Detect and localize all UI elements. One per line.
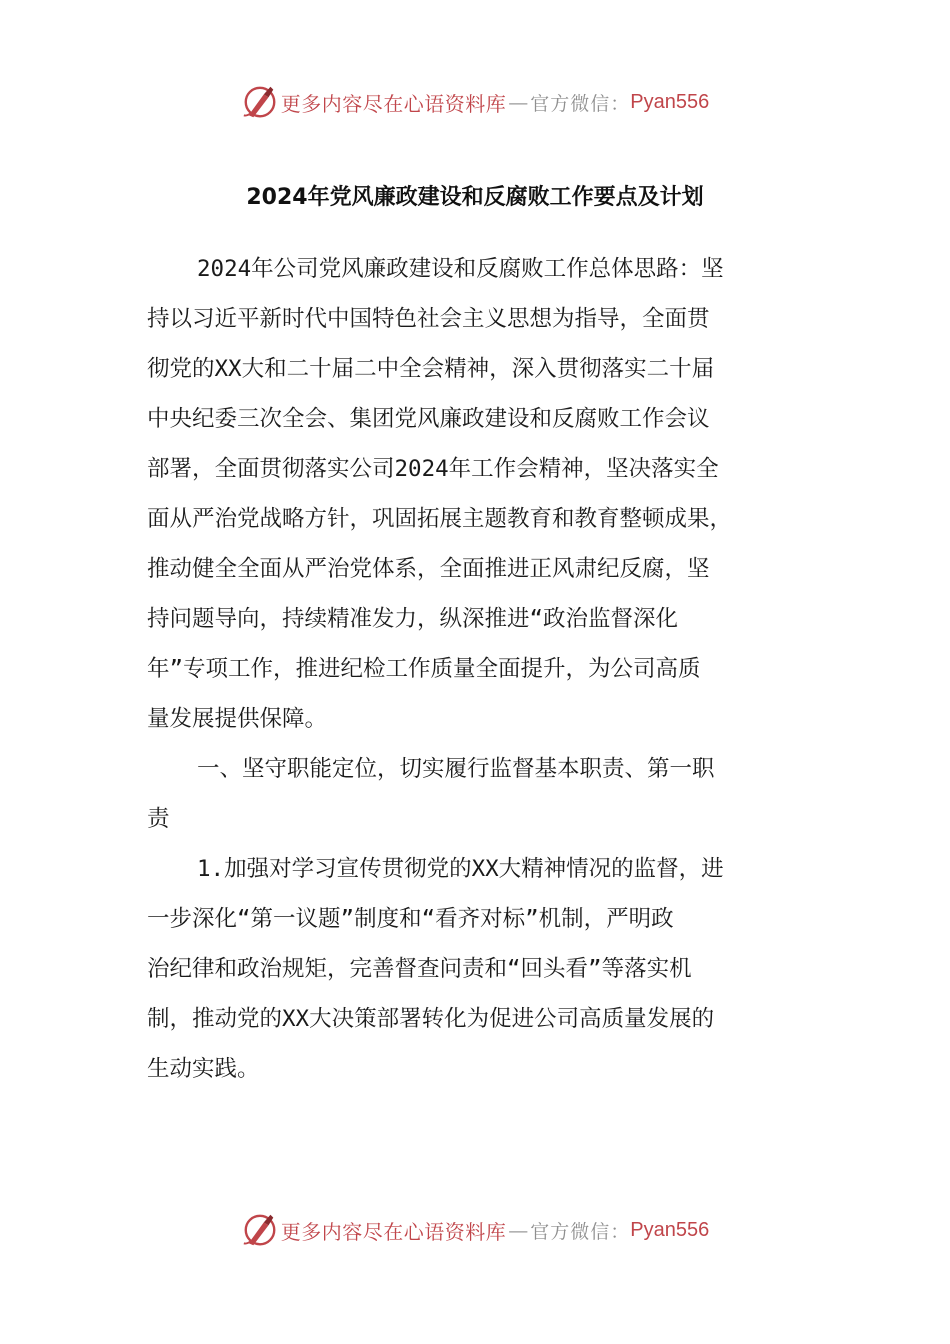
banner-site-text: 更多内容尽在心语资料库: [280, 91, 507, 116]
body-line: 1.加强对学习宣传贯彻党的XX大精神情况的监督，进: [197, 856, 724, 882]
pen-logo-icon: [241, 83, 279, 121]
banner-wechat-id: Pyan556: [630, 90, 710, 113]
header-watermark-banner: [0, 82, 950, 122]
body-line: 量发展提供保障。: [147, 706, 328, 732]
body-line: 一步深化“第一议题”制度和“看齐对标”机制，严明政: [147, 906, 674, 932]
banner-site-text: 更多内容尽在心语资料库: [280, 1219, 507, 1244]
banner-separator: —: [508, 90, 529, 114]
banner-wechat-id: Pyan556: [630, 1218, 710, 1241]
body-line: 2024年公司党风廉政建设和反腐败工作总体思路：坚: [197, 256, 724, 282]
footer-watermark-banner: [0, 1210, 950, 1250]
body-line: 部署，全面贯彻落实公司2024年工作会精神，坚决落实全: [147, 456, 719, 482]
body-line: 持以习近平新时代中国特色社会主义思想为指导，全面贯: [147, 306, 710, 332]
body-line: 持问题导向，持续精准发力，纵深推进“政治监督深化: [147, 606, 679, 632]
body-line: 生动实践。: [147, 1056, 260, 1082]
body-line: 彻党的XX大和二十届二中全会精神，深入贯彻落实二十届: [147, 356, 715, 382]
body-line: 中央纪委三次全会、集团党风廉政建设和反腐败工作会议: [147, 406, 710, 432]
banner-wechat-label: 官方微信：: [530, 1220, 631, 1243]
document-body: [147, 244, 807, 1094]
body-line: 年”专项工作，推进纪检工作质量全面提升，为公司高质: [147, 656, 701, 682]
body-line: 推动健全全面从严治党体系，全面推进正风肃纪反腐，坚: [147, 556, 710, 582]
section-heading-line: 责: [147, 806, 170, 832]
body-line: 制，推动党的XX大决策部署转化为促进公司高质量发展的: [147, 1006, 715, 1032]
body-line: 面从严治党战略方针，巩固拓展主题教育和教育整顿成果，: [147, 506, 733, 532]
section-heading-line: 一、坚守职能定位，切实履行监督基本职责、第一职: [197, 756, 715, 782]
document-title: 2024年党风廉政建设和反腐败工作要点及计划: [246, 185, 704, 210]
pen-logo-icon: [241, 1211, 279, 1249]
banner-separator: —: [508, 1218, 529, 1242]
body-line: 治纪律和政治规矩，完善督查问责和“回头看”等落实机: [147, 956, 692, 982]
banner-wechat-label: 官方微信：: [530, 92, 631, 115]
